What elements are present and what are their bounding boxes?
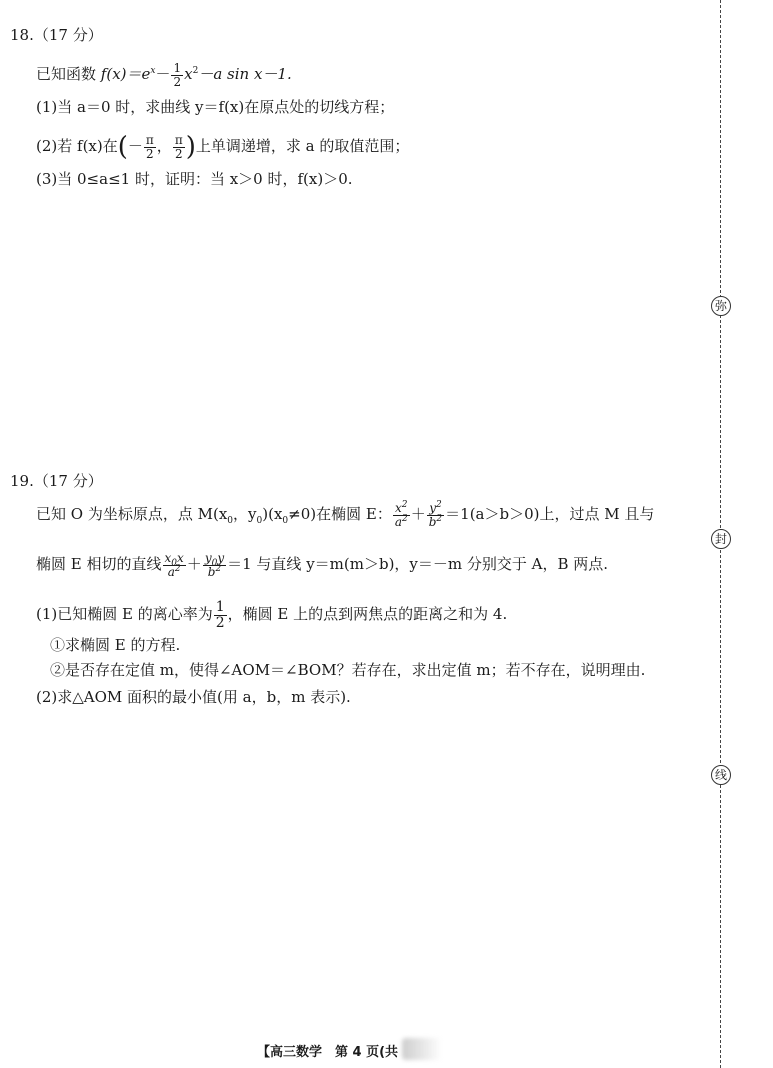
q18-part2-post: 上单调递增，求 a 的取值范围；: [195, 137, 410, 156]
q18-stem: [36, 62, 292, 88]
q19-ta2: [163, 563, 186, 579]
q19-plus1: ＋: [410, 505, 426, 524]
q18-exp: x: [150, 66, 156, 77]
q19-x: x: [395, 501, 402, 515]
q19-tangent-frac1: [163, 552, 186, 578]
seal-mi: 弥: [711, 296, 731, 316]
q18-heading: 18.（17 分）: [10, 26, 103, 44]
q19-a2: [393, 513, 410, 529]
q19-l1-mid1: ，y: [233, 505, 257, 524]
q18-minus: －: [155, 65, 171, 84]
q19-sub0-b: 0: [256, 516, 263, 527]
q19-tsub1: 0: [171, 558, 178, 569]
q19-sub0-c: 0: [282, 516, 289, 527]
q18-stem-prefix: 已知函数: [36, 65, 97, 84]
q19-l1-pre: 已知 O 为坐标原点，点 M(x: [36, 505, 228, 524]
q19-l1-post: ＝1(a＞b＞0)上，过点 M 且与: [445, 505, 655, 524]
q19-p1-post: ，椭圆 E 上的点到两焦点的距离之和为 4.: [227, 605, 508, 624]
q18-pi-half: [173, 134, 185, 160]
q18-close-paren: ): [185, 132, 196, 163]
q18-two-1: 2: [146, 146, 154, 161]
q19-y2-b2: [427, 502, 444, 528]
q19-plus2: ＋: [186, 555, 202, 574]
q18-pi-1: π: [145, 133, 154, 147]
q19-tsq2: 2: [215, 563, 222, 574]
q19-a: a: [394, 514, 402, 529]
q18-x: x: [184, 65, 193, 84]
q19-p1-half-num: 1: [215, 599, 225, 615]
q18-pi-2: π: [174, 133, 183, 147]
q19-tx1: x: [164, 551, 172, 565]
q19-l2-post: ＝1 与直线 y＝m(m＞b)，y＝－m 分别交于 A，B 两点.: [227, 555, 609, 574]
q19-tb: b: [207, 564, 216, 579]
q18-neg: －: [127, 137, 143, 156]
seal-xian: 线: [711, 765, 731, 785]
page-footer: 【高三数学 第 4 页(共: [257, 1045, 399, 1060]
q18-part1: (1)当 a＝0 时，求曲线 y＝f(x)在原点处的切线方程；: [36, 98, 395, 116]
q19-heading: 19.（17 分）: [10, 472, 103, 490]
q18-part2: [36, 132, 410, 163]
q19-tangent-frac2: [203, 552, 226, 578]
q18-part2-pre: (2)若 f(x)在: [36, 137, 118, 156]
q19-l1-mid3: ≠0)在椭圆 E：: [288, 505, 392, 524]
q18-comma: ，: [156, 137, 172, 156]
q18-x-sq: 2: [192, 66, 199, 77]
q19-p1-pre: (1)已知椭圆 E 的离心率为: [36, 605, 213, 624]
q19-ta: a: [167, 564, 175, 579]
q19-l2-pre: 椭圆 E 相切的直线: [36, 555, 162, 574]
q19-part2: (2)求△AOM 面积的最小值(用 a，b，m 表示).: [36, 688, 351, 706]
q19-ty1: y: [204, 551, 212, 565]
q19-ty2: y: [217, 551, 225, 565]
q19-sub0-a: 0: [227, 516, 234, 527]
q19-sq1: 2: [401, 500, 408, 510]
blur-mark: [402, 1038, 442, 1060]
q18-two-2: 2: [174, 146, 183, 161]
q19-l1-mid2: )(x: [262, 505, 283, 524]
q19-p1-half: [214, 600, 227, 630]
q19-tsub2: 0: [211, 558, 218, 569]
q18-half-den: 2: [173, 74, 182, 89]
q19-sq3: 2: [435, 500, 442, 510]
q19-b: b: [428, 514, 437, 529]
q19-tx2: x: [177, 551, 184, 565]
q18-stem-fx: f(x)＝e: [100, 65, 151, 84]
seal-feng: 封: [711, 529, 731, 549]
q19-p1-half-den: 2: [215, 614, 225, 631]
q19-b2: [427, 513, 444, 529]
q19-line2: [36, 552, 608, 578]
q19-sq2: 2: [401, 513, 408, 524]
q19-tsq1: 2: [174, 563, 181, 574]
q19-sq4: 2: [436, 513, 443, 524]
q19-x2-a2: [393, 502, 410, 528]
q18-open-paren: (: [117, 132, 128, 163]
q18-part3: (3)当 0≤a≤1 时，证明：当 x＞0 时，f(x)＞0.: [36, 170, 353, 188]
q18-neg-pi-half: [144, 134, 156, 160]
q18-half-num: 1: [173, 61, 182, 75]
q19-tb2: [203, 563, 226, 579]
q19-y: y: [429, 501, 436, 515]
q18-stem-tail: －a sin x－1.: [198, 65, 292, 84]
q19-line1: [36, 502, 654, 528]
q18-half-fraction: [171, 62, 183, 88]
q19-part1b: ②是否存在定值 m，使得∠AOM＝∠BOM？若存在，求出定值 m；若不存在，说明理由.: [50, 661, 646, 679]
q19-part1a: ①求椭圆 E 的方程.: [50, 636, 181, 654]
q19-part1: [36, 600, 507, 630]
